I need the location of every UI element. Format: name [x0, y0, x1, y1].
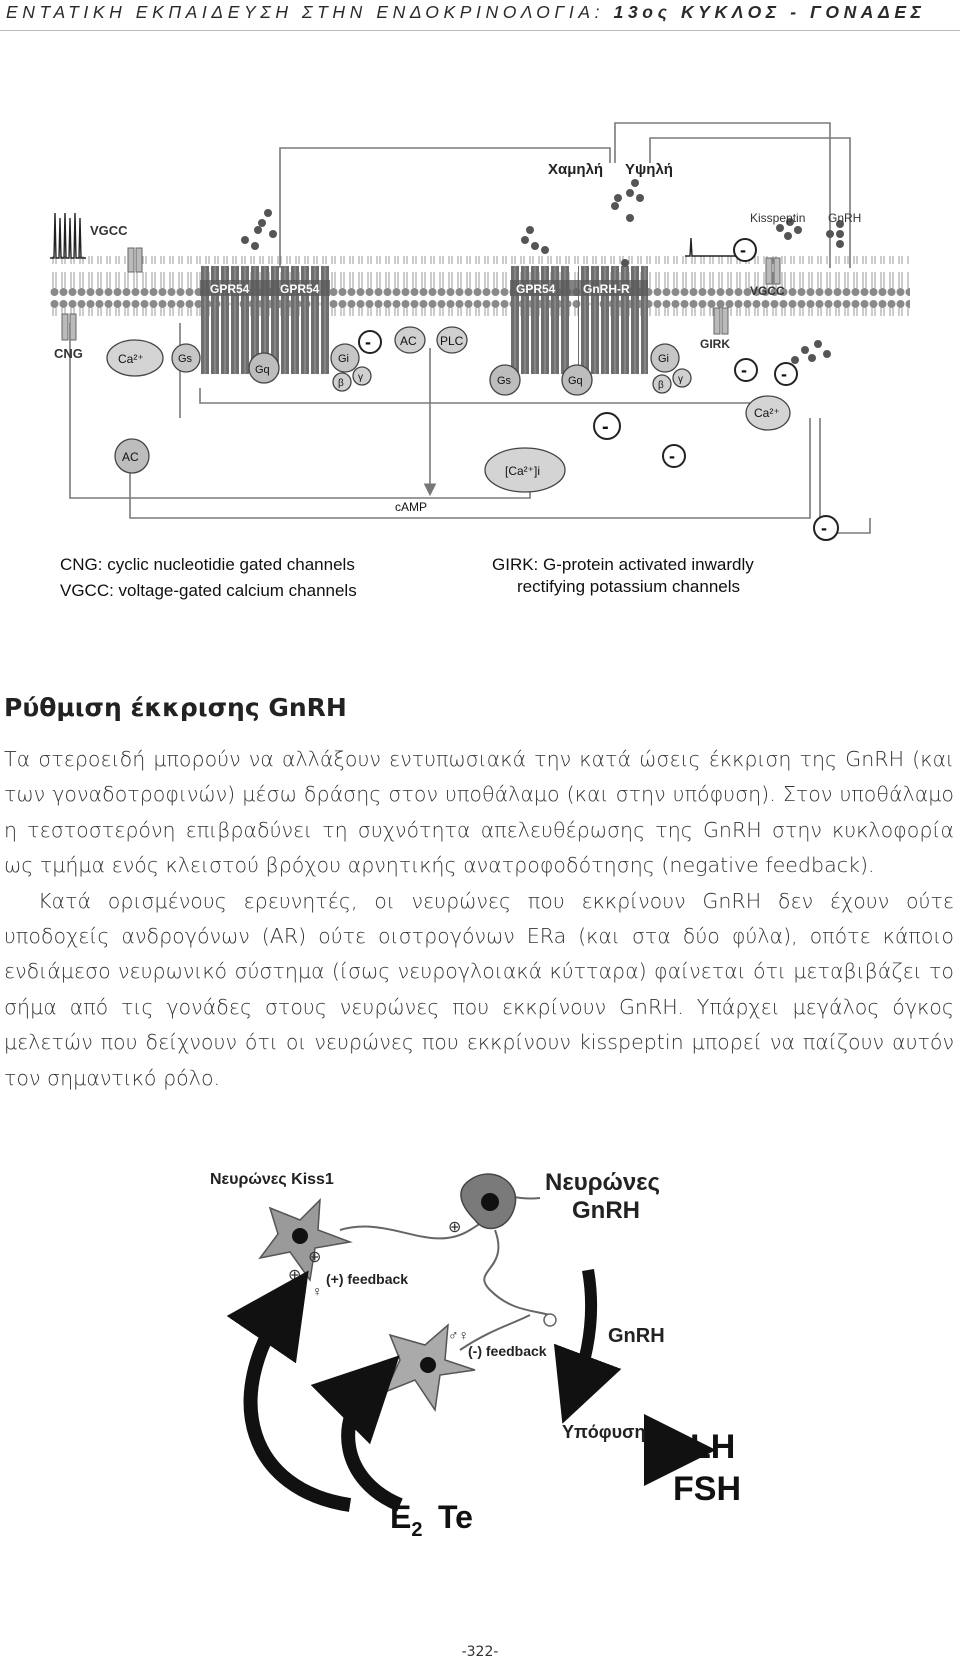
beta-right-label: β: [658, 380, 664, 391]
kisspeptin-label: Kisspeptin: [750, 211, 806, 225]
gamma-right-label: γ: [678, 374, 683, 385]
gnrh-arrow: [575, 1270, 591, 1390]
female-symbol: ♀: [312, 1283, 323, 1299]
gnrh-neurons-label-1: Νευρώνες: [545, 1169, 661, 1196]
legend-cng: CNG: cyclic nucleotidie gated channels: [60, 555, 355, 574]
beta-left-label: β: [338, 378, 344, 389]
camp-label: cAMP: [395, 500, 428, 514]
paragraph-2: Κατά ορισμένους ερευνητές, οι νευρώνες που εκκρίνουν GnRH δεν έχουν ούτε υποδοχείς ανδρογόνων (AR) ούτε οιστρογόνων ERa (και στα δύο φύλα), οπότε κάποιο ενδιάμεσο νευρωνικό σύστημα (ίσως νευρογλοιακά κύτταρα) φαίνεται ότι μεταβιβάζει το σήμα από τις γονάδες στους νευρώνες που εκκρίνουν GnRH. Υπάρχει μεγάλος όγκος μελετών που δείχνουν ότι οι νευρώνες που εκκρίνουν kisspeptin μπορεί να παίζουν αυτόν τον σημαντικό ρόλο.: [4, 888, 954, 1090]
negative-feedback-label: (-) feedback: [468, 1343, 547, 1359]
plus-marker-2: ⊕: [288, 1267, 302, 1284]
running-header: [6, 2, 954, 28]
gpr54-b-label: GPR54: [280, 282, 320, 296]
pituitary-label: Υπόφυση: [562, 1422, 646, 1442]
minus-6: -: [669, 446, 675, 466]
ca2-left-label: Ca²⁺: [118, 352, 144, 366]
header-title: ΕΝΤΑΤΙΚΗ ΕΚΠΑΙΔΕΥΣΗ ΣΤΗΝ ΕΝΔΟΚΡΙΝΟΛΟΓΙΑ:: [6, 2, 605, 22]
te-label: Te: [438, 1499, 473, 1535]
plus-marker-3: ⊕: [308, 1249, 322, 1266]
ca2i-label: [Ca²⁺]i: [505, 464, 541, 478]
gnrh-neuron: [461, 1174, 516, 1228]
legend-girk-line1: GIRK: G-protein activated inwardly: [492, 555, 754, 574]
positive-feedback-arrow: [251, 1305, 350, 1505]
e2-subscript: 2: [411, 1519, 423, 1541]
minus-7: -: [821, 518, 827, 538]
minus-3: -: [741, 360, 747, 380]
gnrh-r-label: GnRH-R: [583, 282, 630, 296]
body-text: [4, 742, 954, 1096]
ac-bottom-label: AC: [122, 450, 139, 464]
section-title: Ρύθμιση έκκρισης GnRH: [4, 693, 347, 722]
e2-label: [390, 1499, 422, 1541]
gnrh-neurons-label-2: GnRH: [572, 1197, 640, 1224]
minus-5: -: [602, 416, 609, 438]
low-label: Χαμηλή: [548, 161, 604, 178]
e2-letter: E: [390, 1499, 412, 1535]
gi-right-label: Gi: [658, 353, 669, 365]
negative-feedback-arrow: [348, 1385, 400, 1505]
action-potential-trace: [50, 213, 750, 258]
plus-marker-1: ⊕: [448, 1219, 462, 1236]
feedback-diagram: [190, 1160, 760, 1545]
gpr54-a-label: GPR54: [210, 282, 250, 296]
signaling-diagram: [50, 118, 910, 643]
gnrh-label: GnRH: [828, 211, 862, 225]
minus-marker: ⊖: [380, 1367, 394, 1384]
high-label: Υψηλή: [625, 161, 673, 178]
gnrh-arrow-label: GnRH: [608, 1325, 665, 1347]
kiss1-neurons-label: Νευρώνες Kiss1: [210, 1171, 334, 1188]
vgcc-left-label: VGCC: [90, 223, 128, 238]
gnrh-axon: [484, 1230, 550, 1315]
gpr54-c-label: GPR54: [516, 282, 556, 296]
page-number: -322-: [461, 1644, 499, 1660]
minus-2: -: [740, 240, 746, 260]
gs-left-label: Gs: [178, 353, 193, 365]
vgcc-right-label: VGCC: [750, 284, 785, 298]
gq-right-label: Gq: [568, 375, 583, 387]
kiss1-neuron-upper: [260, 1200, 350, 1280]
header-divider: [0, 30, 960, 31]
paragraph-1: Τα στεροειδή μπορούν να αλλάξουν εντυπωσιακά την κατά ώσεις έκκριση της GnRH (και των γοναδοτροφινών) μέσω δράσης στον υποθάλαμο (και στην υπόφυση). Στον υποθάλαμο η τεστοστερόνη επιβραδύνει τη συχνότητα απελευθέρωσης της GnRH στην κυκλοφορία ως τμήμα ενός κλειστού βρόχου αρνητικής ανατροφοδότησης (negative feedback).: [4, 747, 954, 878]
cng-channel: [62, 314, 76, 340]
minus-1: -: [365, 332, 371, 352]
header-cycle: 13ος ΚΥΚΛΟΣ - ΓΟΝΑΔΕΣ: [613, 2, 926, 22]
feedback-lines: [70, 123, 870, 533]
fsh-label: FSH: [673, 1470, 741, 1508]
girk-label: GIRK: [700, 337, 730, 351]
male-female-symbol: ♂♀: [448, 1327, 469, 1343]
gamma-left-label: γ: [358, 372, 363, 383]
gi-left-label: Gi: [338, 353, 349, 365]
gs-right-label: Gs: [497, 375, 512, 387]
positive-feedback-label: (+) feedback: [326, 1271, 409, 1287]
minus-4: -: [781, 364, 787, 384]
ca2-right-label: Ca²⁺: [754, 406, 780, 420]
legend-vgcc: VGCC: voltage-gated calcium channels: [60, 581, 357, 600]
cng-label: CNG: [54, 346, 83, 361]
ac-top-label: AC: [400, 334, 417, 348]
gq-left-label: Gq: [255, 364, 270, 376]
legend-girk-line2: rectifying potassium channels: [517, 577, 741, 596]
lh-label: LH: [690, 1428, 736, 1466]
plc-label: PLC: [440, 334, 464, 348]
